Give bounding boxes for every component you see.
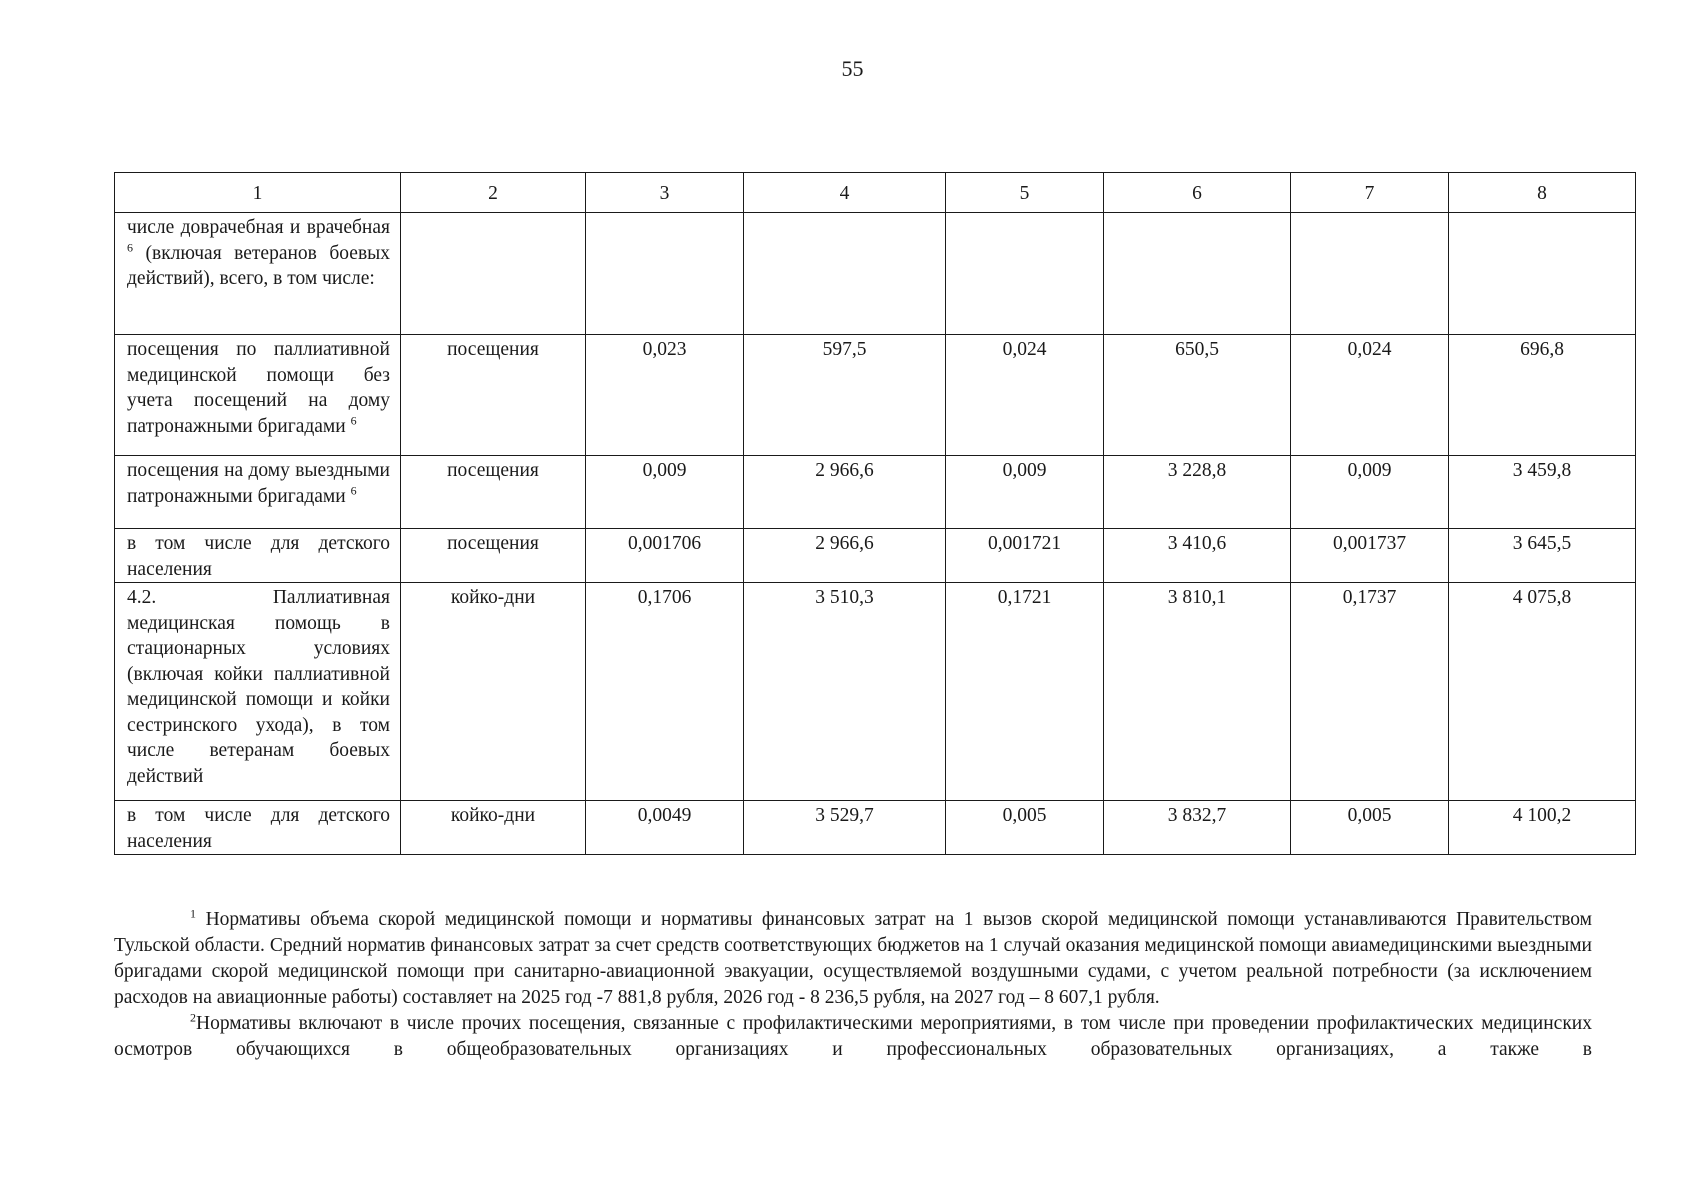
value-cell: 3 832,7 <box>1104 801 1291 855</box>
column-number: 8 <box>1449 173 1636 213</box>
value-cell: 0,1706 <box>586 583 744 801</box>
row-label: в том числе для детского населения <box>127 533 390 580</box>
value-cell: 2 966,6 <box>744 529 946 583</box>
value-cell: 4 075,8 <box>1449 583 1636 801</box>
value-cell <box>586 213 744 335</box>
value-cell: 3 459,8 <box>1449 456 1636 529</box>
unit-cell: посещения <box>401 529 586 583</box>
unit-cell: койко-дни <box>401 801 586 855</box>
footnote-text: Нормативы объема скорой медицинской помощи и нормативы финансовых затрат на 1 вызов скорой медицинской помощи устанавливаются Правительством Тульской области. Средний норматив финансовых затрат за счет средств соответствующих бюджетов на 1 случай оказания медицинской помощи авиамедицинскими выездными бригадами скорой медицинской помощи при санитарно-авиационной эвакуации, осуществляемой воздушными судами, с учетом реальной потребности (за исключением расходов на авиационные работы) составляет на 2025 год -7 881,8 рубля, 2026 год - 8 236,5 рубля, на 2027 год – 8 607,1 рубля. <box>114 909 1592 1008</box>
value-cell: 3 810,1 <box>1104 583 1291 801</box>
column-number: 7 <box>1291 173 1449 213</box>
value-cell: 0,1737 <box>1291 583 1449 801</box>
value-cell: 0,0049 <box>586 801 744 855</box>
value-cell: 0,001721 <box>946 529 1104 583</box>
value-cell: 0,009 <box>946 456 1104 529</box>
footnotes <box>114 907 1592 1063</box>
footnote-reference: 6 <box>350 413 357 427</box>
value-cell: 3 529,7 <box>744 801 946 855</box>
value-cell: 0,005 <box>1291 801 1449 855</box>
table-row <box>115 529 1636 583</box>
table-row <box>115 583 1636 801</box>
row-label: числе доврачебная и врачебная <box>127 217 390 238</box>
footnote-reference: 6 <box>127 240 133 254</box>
value-cell: 650,5 <box>1104 335 1291 456</box>
table-row <box>115 213 1636 335</box>
table-row <box>115 335 1636 456</box>
row-label-cell <box>115 801 401 855</box>
value-cell: 0,009 <box>1291 456 1449 529</box>
value-cell <box>1449 213 1636 335</box>
page-number: 55 <box>841 56 864 81</box>
row-label-cell <box>115 335 401 456</box>
value-cell: 0,024 <box>1291 335 1449 456</box>
footnote-mark: 2 <box>190 1010 196 1025</box>
value-cell: 2 966,6 <box>744 456 946 529</box>
row-label-cell <box>115 456 401 529</box>
value-cell: 696,8 <box>1449 335 1636 456</box>
value-cell: 3 410,6 <box>1104 529 1291 583</box>
column-number: 5 <box>946 173 1104 213</box>
column-number: 3 <box>586 173 744 213</box>
row-label-cell <box>115 529 401 583</box>
normatives-table <box>114 172 1636 855</box>
value-cell: 3 510,3 <box>744 583 946 801</box>
column-number: 2 <box>401 173 586 213</box>
unit-cell: посещения <box>401 335 586 456</box>
value-cell: 0,001737 <box>1291 529 1449 583</box>
value-cell: 0,001706 <box>586 529 744 583</box>
row-label-cell <box>115 583 401 801</box>
column-number: 1 <box>115 173 401 213</box>
value-cell: 0,1721 <box>946 583 1104 801</box>
footnote-mark: 1 <box>190 906 196 921</box>
table-row <box>115 456 1636 529</box>
table-header-row <box>115 173 1636 213</box>
value-cell: 3 228,8 <box>1104 456 1291 529</box>
footnote-1 <box>114 907 1592 1011</box>
value-cell: 0,005 <box>946 801 1104 855</box>
value-cell <box>744 213 946 335</box>
value-cell: 0,023 <box>586 335 744 456</box>
column-number: 4 <box>744 173 946 213</box>
unit-cell: койко-дни <box>401 583 586 801</box>
table-row <box>115 801 1636 855</box>
row-label: в том числе для детского населения <box>127 805 390 852</box>
footnote-2 <box>114 1011 1592 1063</box>
value-cell: 3 645,5 <box>1449 529 1636 583</box>
row-label: посещения по паллиативной медицинской помощи без учета посещений на дому патронажными бригадами <box>127 339 390 437</box>
row-label: посещения на дому выездными патронажными бригадами <box>127 460 390 507</box>
footnote-reference: 6 <box>350 483 357 497</box>
row-label-continued: (включая ветеранов боевых действий), всего, в том числе: <box>127 242 390 289</box>
value-cell: 0,009 <box>586 456 744 529</box>
unit-cell: посещения <box>401 456 586 529</box>
value-cell: 4 100,2 <box>1449 801 1636 855</box>
footnote-text: Нормативы включают в числе прочих посещения, связанные с профилактическими мероприятиями, в том числе при проведении профилактических медицинских осмотров обучающихся в общеобразовательных организациях и профессиональных образовательных организациях, а также в <box>114 1013 1592 1060</box>
value-cell: 0,024 <box>946 335 1104 456</box>
value-cell <box>1104 213 1291 335</box>
value-cell <box>1291 213 1449 335</box>
row-label: 4.2. Паллиативная медицинская помощь в стационарных условиях (включая койки паллиативной медицинской помощи и койки сестринского ухода), в том числе ветеранам боевых действий <box>127 587 390 787</box>
unit-cell <box>401 213 586 335</box>
value-cell <box>946 213 1104 335</box>
row-label-cell <box>115 213 401 335</box>
value-cell: 597,5 <box>744 335 946 456</box>
column-number: 6 <box>1104 173 1291 213</box>
